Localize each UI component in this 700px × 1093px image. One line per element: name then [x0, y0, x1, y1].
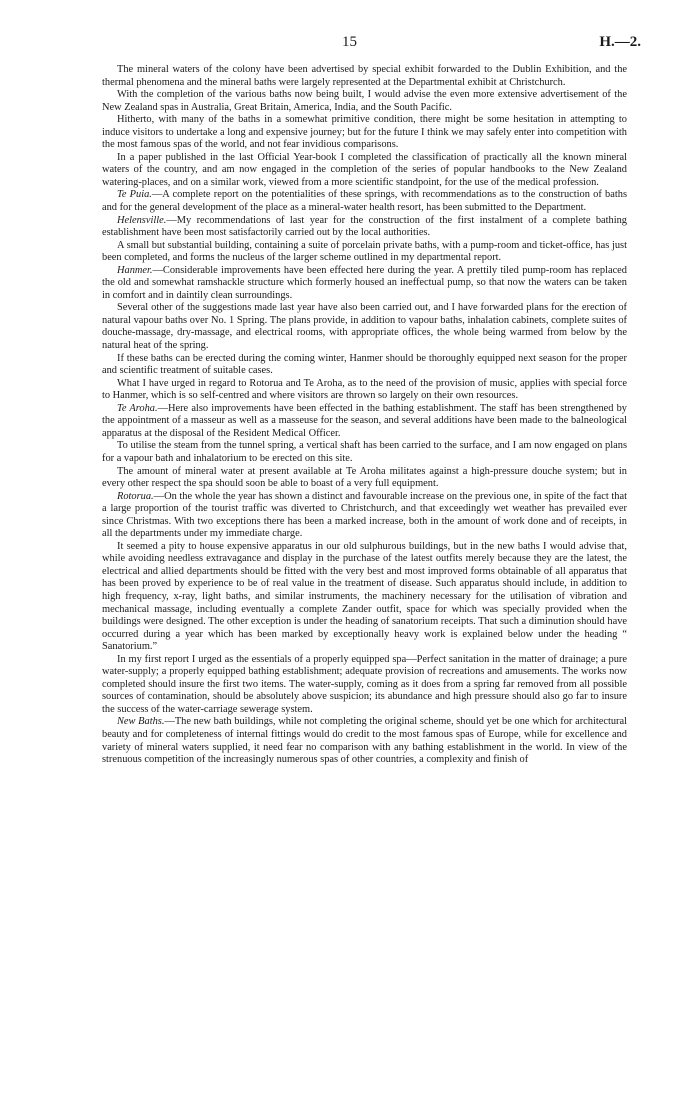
paragraph-new-baths: New Baths.—The new bath buildings, while not completing the original scheme, should yet be one which for architectural beauty and for completeness of internal fittings would do credit to the most famous spas of Europe, while for excellence and variety of mineral waters supplied, it need fear no comparison with any bathing establishment in the world. In view of the strenuous competition of the increasingly numerous spas of other countries, a complexity and finish of [102, 716, 627, 766]
paragraph-hanmer-plans: Several other of the suggestions made last year have also been carried out, and I have forwarded plans for the erection of natural vapour baths over No. 1 Spring. The plans provide, in addition to vapour baths, inhalation cabinets, complete suites of douche-massage, dry-massage, and electrical rooms, with appropriate offices, the whole being warmed from below by the natural heat of the spring. [102, 302, 627, 352]
paragraph-advertisement: With the completion of the various baths now being built, I would advise the even more extensive advertisement of the New Zealand spas in Australia, Great Britain, America, India, and the South Pacific. [102, 89, 627, 113]
paragraph-hanmer-winter: If these baths can be erected during the coming winter, Hanmer should be thoroughly equipped next season for the proper and scientific treatment of suitable cases. [102, 352, 627, 377]
report-body [102, 64, 627, 767]
paragraph-te-puia: Te Puia.—A complete report on the potentialities of these springs, with recommendations as to the construction of baths and for the general development of the place as a mineral-water health resort, has been submitted to the Department. [102, 189, 627, 214]
paragraph-hanmer: Hanmer.—Considerable improvements have been effected here during the year. A prettily tiled pump-room has replaced the old and somewhat ramshackle structure which formerly housed an ineffectual pump, so that now the waters can be taken in comfort and in daintily clean surroundings. [102, 264, 627, 301]
paragraph-hanmer-music: What I have urged in regard to Rotorua and Te Aroha, as to the need of the provision of music, applies with special force to Hanmer, which is so self-centred and where visitors are thrown so largely on their own resources. [102, 377, 627, 402]
paragraph-rotorua: Rotorua.—On the whole the year has shown a distinct and favourable increase on the previous one, in spite of the fact that a large proportion of the tourist traffic was diverted to Christchurch, and that exceedingly wet weather has prevailed ever since Christmas. With two exceptions there has been a marked increase, both in the amount of work done and of receipts, in all the departments under my immediate charge. [102, 490, 627, 540]
page-header [102, 34, 641, 54]
paragraph-hitherto: Hitherto, with many of the baths in a somewhat primitive condition, there might be some hesitation in attempting to induce visitors to undertake a long and expensive journey; but for the future I think we may safely enter into competition with the most famous spas of the world, and not fear invidious comparisons. [102, 114, 627, 151]
paragraph-te-aroha-steam: To utilise the steam from the tunnel spring, a vertical shaft has been carried to the surface, and I am now engaged on plans for a vapour bath and inhalatorium to be erected on this site. [102, 440, 627, 464]
paragraph-helensville: Helensville.—My recommendations of last year for the construction of the first instalment of a complete bathing establishment have been most satisfactorily carried out by the local authorities. [102, 214, 627, 239]
paragraph-dublin-exhibition: The mineral waters of the colony have been advertised by special exhibit forwarded to the Dublin Exhibition, and the thermal phenomena and the mineral baths were largely represented at the Departmental exhibit at Christchurch. [102, 64, 627, 88]
paragraph-helensville-building: A small but substantial building, containing a suite of porcelain private baths, with a pump-room and ticket-office, has just been completed, and forms the nucleus of the larger scheme outlined in my departmental report. [102, 239, 627, 264]
paragraph-te-aroha: Te Aroha.—Here also improvements have been effected in the bathing establishment. The staff has been strengthened by the appointment of a masseur as well as a masseuse for the season, and several additions have been made to the balneological apparatus at the disposal of the Resident Medical Officer. [102, 402, 627, 439]
paragraph-te-aroha-water: The amount of mineral water at present available at Te Aroha militates against a high-pressure douche system; but in every other respect the spa should soon be able to boast of a very full equipment. [102, 465, 627, 490]
paragraph-year-book: In a paper published in the last Official Year-book I completed the classification of practically all the known mineral waters of the country, and am now engaged in the completion of the series of popular handbooks to the New Zealand watering-places, and on a similar work, viewed from a more scientific standpoint, for the use of the medical profession. [102, 151, 627, 188]
paragraph-rotorua-apparatus: It seemed a pity to house expensive apparatus in our old sulphurous buildings, but in the new baths I would advise that, while avoiding needless extravagance and display in the purchase of the latest outfits merely because they are the latest, the electrical and allied departments should be fitted with the very best and most improved forms obtainable of all apparatus that has been proved by experience to be of real value in the treatment of disease. Such apparatus should include, in addition to high frequency, x-ray, light baths, and similar instruments, the machinery necessary for the utilisation of vibration and mechanical massage, including eventually a complete Zander outfit, space for which was specially provided when the buildings were designed. The other exception is under the heading of sanatorium receipts. That such a diminution should have occurred during a year which has been marked by exceptionally heavy work is explained below under the heading “ Sanatorium.” [102, 540, 627, 653]
page-number: 15 [342, 34, 357, 50]
document-reference: H.—2. [599, 34, 641, 50]
paragraph-spa-essentials: In my first report I urged as the essentials of a properly equipped spa—Perfect sanitation in the matter of drainage; a pure water-supply; a properly equipped bathing establishment; adequate provision of recreations and amusements. The works now completed should insure the first two items. The water-supply, coming as it does from a spring far removed from all possible sources of contamination, should be absolutely above suspicion; its abundance and high pressure should also go far to insure the success of the water-carriage sewerage system. [102, 653, 627, 715]
